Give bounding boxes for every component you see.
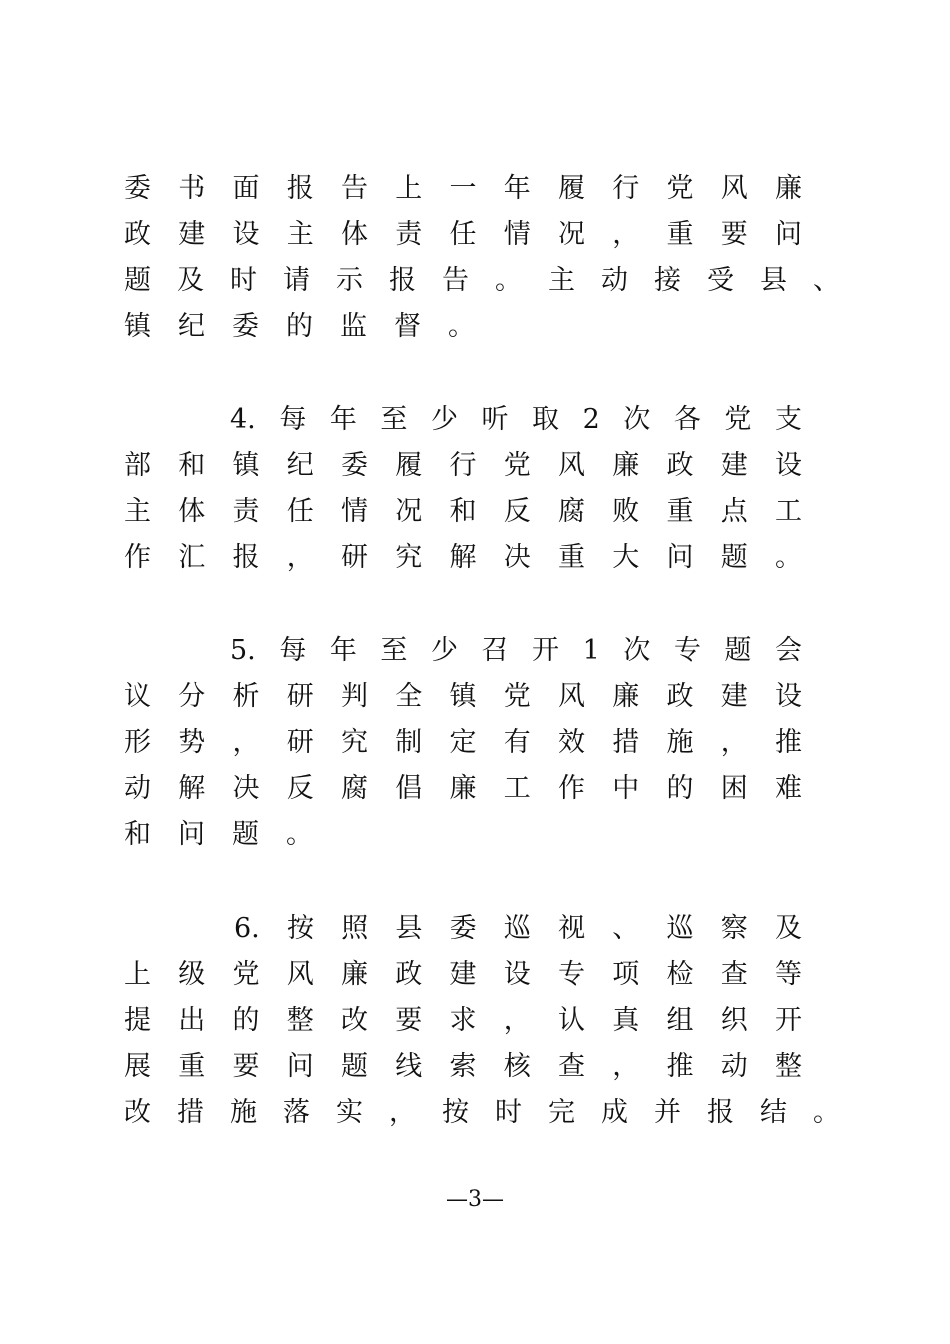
text-line: 委 书 面 报 告 上 一 年 履 行 党 风 廉	[124, 173, 802, 204]
paragraph-6	[124, 906, 844, 1136]
text-line: 展 重 要 问 题 线 索 核 查 ， 推 动 整	[124, 1051, 802, 1082]
text-line: 改 措 施 落 实 ， 按 时 完 成 并 报 结 。	[124, 1097, 840, 1128]
text-line: 题 及 时 请 示 报 告 。 主 动 接 受 县 、	[124, 265, 840, 296]
text-line: 部 和 镇 纪 委 履 行 党 风 廉 政 建 设	[124, 450, 802, 481]
text-line: 5. 每 年 至 少 召 开 1 次 专 题 会	[230, 635, 802, 666]
text-line: 政 建 设 主 体 责 任 情 况 ， 重 要 问	[124, 219, 802, 250]
paragraph-5	[124, 628, 844, 858]
text-line: 议 分 析 研 判 全 镇 党 风 廉 政 建 设	[124, 681, 802, 712]
text-line: 动 解 决 反 腐 倡 廉 工 作 中 的 困 难	[124, 773, 802, 804]
text-line: 和 问 题 。	[124, 819, 313, 850]
text-line: 提 出 的 整 改 要 求 ， 认 真 组 织 开	[124, 1005, 802, 1036]
text-line: 镇 纪 委 的 监 督 。	[124, 311, 475, 342]
text-line: 上 级 党 风 廉 政 建 设 专 项 检 查 等	[124, 959, 802, 990]
paragraph-4	[124, 397, 844, 581]
text-line: 4. 每 年 至 少 听 取 2 次 各 党 支	[230, 404, 802, 435]
text-line: 作 汇 报 ， 研 究 解 决 重 大 问 题 。	[124, 542, 802, 573]
text-line: 6. 按 照 县 委 巡 视 、 巡 察 及	[234, 913, 802, 944]
page-number: —3—	[446, 1187, 504, 1212]
paragraph-3-continued	[124, 166, 844, 350]
text-line: 形 势 ， 研 究 制 定 有 效 措 施 ， 推	[124, 727, 802, 758]
text-line: 主 体 责 任 情 况 和 反 腐 败 重 点 工	[124, 496, 802, 527]
